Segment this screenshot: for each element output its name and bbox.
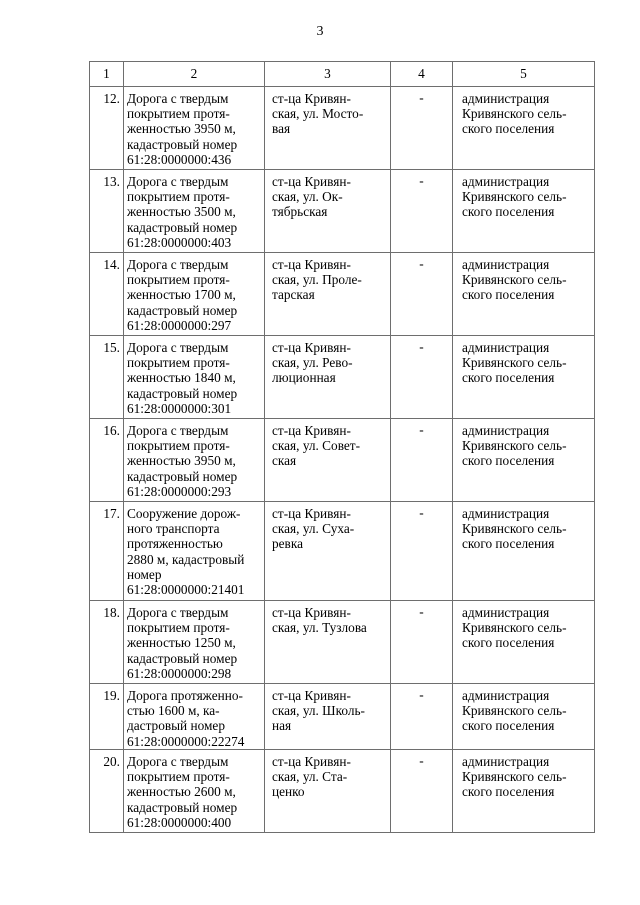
table-row <box>90 253 595 336</box>
address: ст-ца Кривян- ская, ул. Рево- люционная <box>272 340 353 386</box>
address-cell <box>265 170 391 253</box>
column-4-value: - <box>419 173 424 188</box>
table-row <box>90 170 595 253</box>
column-4-value: - <box>419 687 424 702</box>
address-cell <box>265 336 391 419</box>
row-number-cell <box>90 684 124 750</box>
owner-cell <box>453 170 595 253</box>
owner-cell <box>453 87 595 170</box>
object-name-cell <box>124 253 265 336</box>
object-name: Дорога с твердым покрытием протя- женностью 3950 м, кадастровый номер 61:28:0000000:436 <box>127 91 238 167</box>
row-number: 15. <box>103 340 120 355</box>
address-cell <box>265 684 391 750</box>
table-row <box>90 750 595 833</box>
address: ст-ца Кривян- ская, ул. Школь- ная <box>272 688 365 734</box>
header-cell: 3 <box>265 62 391 87</box>
owner: администрация Кривянского сель- ского поселения <box>462 754 567 800</box>
address: ст-ца Кривян- ская, ул. Совет- ская <box>272 423 361 469</box>
object-name: Дорога протяженно- стью 1600 м, ка- дастровый номер 61:28:0000000:22274 <box>127 688 245 749</box>
address: ст-ца Кривян- ская, ул. Суха- ревка <box>272 506 355 552</box>
row-number: 19. <box>103 688 120 703</box>
row-number-cell <box>90 253 124 336</box>
row-number-cell <box>90 419 124 502</box>
owner-cell <box>453 502 595 601</box>
object-name-cell <box>124 750 265 833</box>
row-number: 16. <box>103 423 120 438</box>
object-name: Дорога с твердым покрытием протя- женностью 1700 м, кадастровый номер 61:28:0000000:297 <box>127 257 238 333</box>
object-name-cell <box>124 170 265 253</box>
owner-cell <box>453 336 595 419</box>
address: ст-ца Кривян- ская, ул. Проле- тарская <box>272 257 362 303</box>
table-row <box>90 502 595 601</box>
address-cell <box>265 419 391 502</box>
row-number-cell <box>90 336 124 419</box>
column-4-cell <box>391 750 453 833</box>
object-name-cell <box>124 601 265 684</box>
address-cell <box>265 601 391 684</box>
header-cell: 2 <box>124 62 265 87</box>
roads-registry-table <box>89 61 595 833</box>
object-name: Дорога с твердым покрытием протя- женностью 2600 м, кадастровый номер 61:28:0000000:400 <box>127 754 238 830</box>
row-number: 17. <box>103 506 120 521</box>
column-4-cell <box>391 419 453 502</box>
column-4-value: - <box>419 505 424 520</box>
owner-cell <box>453 253 595 336</box>
table-row <box>90 419 595 502</box>
column-4-value: - <box>419 604 424 619</box>
owner-cell <box>453 750 595 833</box>
row-number-cell <box>90 87 124 170</box>
object-name-cell <box>124 336 265 419</box>
owner: администрация Кривянского сель- ского поселения <box>462 91 567 137</box>
object-name-cell <box>124 87 265 170</box>
owner: администрация Кривянского сель- ского поселения <box>462 423 567 469</box>
owner: администрация Кривянского сель- ского поселения <box>462 688 567 734</box>
column-4-cell <box>391 502 453 601</box>
address: ст-ца Кривян- ская, ул. Мосто- вая <box>272 91 364 137</box>
owner-cell <box>453 684 595 750</box>
table-header-row <box>90 62 595 87</box>
address-cell <box>265 253 391 336</box>
object-name-cell <box>124 684 265 750</box>
object-name: Дорога с твердым покрытием протя- женностью 1840 м, кадастровый номер 61:28:0000000:301 <box>127 340 238 416</box>
address: ст-ца Кривян- ская, ул. Ок- тябрьская <box>272 174 351 220</box>
object-name: Дорога с твердым покрытием протя- женностью 3500 м, кадастровый номер 61:28:0000000:403 <box>127 174 238 250</box>
table-row <box>90 336 595 419</box>
header-cell: 1 <box>90 62 124 87</box>
row-number: 18. <box>103 605 120 620</box>
row-number: 12. <box>103 91 120 106</box>
column-4-cell <box>391 601 453 684</box>
row-number-cell <box>90 601 124 684</box>
row-number: 13. <box>103 174 120 189</box>
column-4-cell <box>391 170 453 253</box>
object-name-cell <box>124 419 265 502</box>
owner: администрация Кривянского сель- ского поселения <box>462 506 567 552</box>
column-4-cell <box>391 87 453 170</box>
owner: администрация Кривянского сель- ского поселения <box>462 257 567 303</box>
owner: администрация Кривянского сель- ского поселения <box>462 174 567 220</box>
column-4-cell <box>391 684 453 750</box>
owner: администрация Кривянского сель- ского поселения <box>462 340 567 386</box>
owner-cell <box>453 419 595 502</box>
object-name: Сооружение дорож- ного транспорта протяженностью 2880 м, кадастровый номер 61:28:0000000:21401 <box>127 506 245 598</box>
row-number: 14. <box>103 257 120 272</box>
object-name-cell <box>124 502 265 601</box>
address-cell <box>265 750 391 833</box>
table-row <box>90 684 595 750</box>
table-row <box>90 601 595 684</box>
address-cell <box>265 502 391 601</box>
owner: администрация Кривянского сель- ского поселения <box>462 605 567 651</box>
object-name: Дорога с твердым покрытием протя- женностью 1250 м, кадастровый номер 61:28:0000000:298 <box>127 605 238 681</box>
column-4-value: - <box>419 753 424 768</box>
object-name: Дорога с твердым покрытием протя- женностью 3950 м, кадастровый номер 61:28:0000000:293 <box>127 423 238 499</box>
column-4-value: - <box>419 339 424 354</box>
owner-cell <box>453 601 595 684</box>
header-cell: 4 <box>391 62 453 87</box>
column-4-value: - <box>419 422 424 437</box>
row-number-cell <box>90 502 124 601</box>
column-4-cell <box>391 253 453 336</box>
column-4-value: - <box>419 256 424 271</box>
address-cell <box>265 87 391 170</box>
table-row <box>90 87 595 170</box>
address: ст-ца Кривян- ская, ул. Тузлова <box>272 605 367 636</box>
page-number: 3 <box>316 24 324 39</box>
column-4-value: - <box>419 90 424 105</box>
row-number-cell <box>90 170 124 253</box>
row-number: 20. <box>103 754 120 769</box>
header-cell: 5 <box>453 62 595 87</box>
column-4-cell <box>391 336 453 419</box>
row-number-cell <box>90 750 124 833</box>
address: ст-ца Кривян- ская, ул. Ста- ценко <box>272 754 351 800</box>
